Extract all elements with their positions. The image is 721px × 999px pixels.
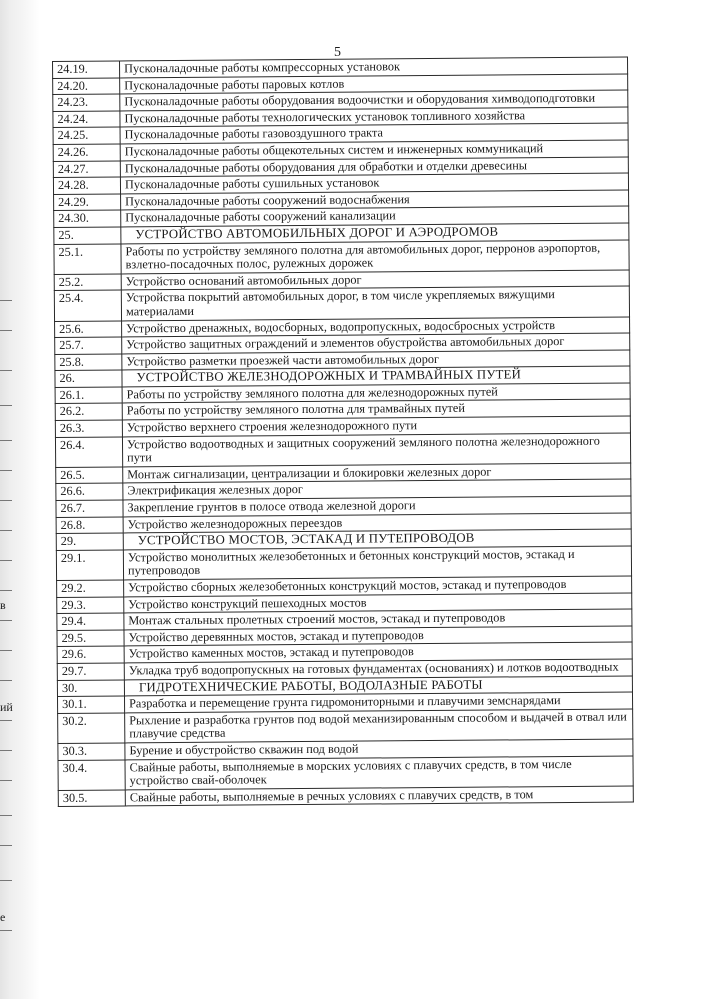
item-number: 30.2. <box>58 713 125 744</box>
item-number: 29.4. <box>57 613 124 630</box>
previous-page-rule <box>0 405 12 406</box>
item-number: 24.28. <box>53 177 120 194</box>
item-description: Пусконаладочные работы газовоздушного тракта <box>120 123 628 144</box>
item-number: 29.5. <box>57 630 124 647</box>
item-description: Устройство водоотводных и защитных сооружений земляного полотна железнодорожного пути <box>122 433 630 467</box>
previous-page-rule <box>0 440 12 441</box>
item-number: 30.3. <box>58 743 125 760</box>
previous-page-rule <box>0 500 12 501</box>
item-description: Устройство каменных мостов, эстакад и путепроводов <box>124 642 632 663</box>
previous-page-rule <box>0 880 12 881</box>
previous-page-text: в <box>0 598 6 612</box>
previous-page-rule <box>0 590 12 591</box>
previous-page-rule <box>0 300 12 301</box>
item-number: 26. <box>55 370 122 387</box>
previous-page-rule <box>0 930 12 931</box>
item-description: Электрификация железных дорог <box>123 479 631 500</box>
item-description: Устройство железнодорожных переездов <box>123 513 631 534</box>
item-description: Пусконаладочные работы сооружений канализации <box>121 206 629 227</box>
previous-page-rule <box>0 650 12 651</box>
previous-page-rule <box>0 470 12 471</box>
item-number: 26.7. <box>56 500 123 517</box>
item-number: 30.5. <box>58 790 125 807</box>
item-description: Укладка труб водопропускных на готовых фундаментах (основаниях) и лотков водоотводных <box>124 659 632 680</box>
previous-page-rule <box>0 370 12 371</box>
item-number: 26.1. <box>55 387 122 404</box>
item-description: Пусконаладочные работы общекотельных систем и инженерных коммуникаций <box>120 140 628 161</box>
item-number: 29.3. <box>57 597 124 614</box>
previous-page-rule <box>0 720 12 721</box>
item-description: Работы по устройству земляного полотна для железнодорожных путей <box>122 383 630 404</box>
item-number: 24.24. <box>53 111 120 128</box>
table-row <box>58 786 633 807</box>
item-description: Работы по устройству земляного полотна для автомобильных дорог, перронов аэропортов, взлетно-посадочных полос, рулежных дорожек <box>121 240 629 274</box>
previous-page-text: ий <box>0 700 13 714</box>
item-number: 30.4. <box>58 759 125 790</box>
item-description: Работы по устройству земляного полотна для трамвайных путей <box>122 399 630 420</box>
item-number: 25.8. <box>55 354 122 371</box>
item-number: 25.7. <box>55 337 122 354</box>
previous-page-rule <box>0 560 12 561</box>
previous-page-rule <box>0 330 12 331</box>
previous-page-rule <box>0 845 12 846</box>
item-description: Монтаж стальных пролетных строений мостов, эстакад и путепроводов <box>124 609 632 630</box>
item-description: Пусконаладочные работы оборудования для обработки и отделки древесины <box>120 157 628 178</box>
item-description: Устройство дренажных, водосборных, водопропускных, водосбросных устройств <box>122 316 630 337</box>
item-description: Пусконаладочные работы сооружений водоснабжения <box>121 190 629 211</box>
item-description: Пусконаладочные работы сушильных установок <box>120 173 628 194</box>
item-description: Свайные работы, выполняемые в речных условиях с плавучих средств, в том <box>125 786 633 807</box>
item-description: Устройство оснований автомобильных дорог <box>121 270 629 291</box>
item-description: Свайные работы, выполняемые в морских условиях с плавучих средств, в том числе устройство свай-оболочек <box>125 755 633 789</box>
item-description: Разработка и перемещение грунта гидромониторными и плавучими земснарядами <box>124 692 632 713</box>
previous-page-rule <box>0 815 12 816</box>
item-number: 29.2. <box>57 580 124 597</box>
works-table <box>52 56 634 807</box>
table-row <box>58 755 633 790</box>
item-description: Пусконаладочные работы технологических установок топливного хозяйства <box>120 107 628 128</box>
item-number: 26.3. <box>55 420 122 437</box>
item-number: 30.1. <box>57 696 124 713</box>
item-number: 26.6. <box>56 483 123 500</box>
item-number: 30. <box>57 680 124 697</box>
section-title: УСТРОЙСТВО МОСТОВ, ЭСТАКАД И ПУТЕПРОВОДОВ <box>123 529 631 550</box>
previous-page-rule <box>0 680 12 681</box>
item-description: Устройства покрытий автомобильных дорог, в том числе укрепляемых вяжущими материалами <box>121 286 629 320</box>
item-description: Устройство сборных железобетонных конструкций мостов, эстакад и путепроводов <box>124 576 632 597</box>
item-number: 25.4. <box>54 290 121 321</box>
item-description: Устройство деревянных мостов, эстакад и путепроводов <box>124 626 632 647</box>
item-number: 26.5. <box>56 467 123 484</box>
item-description: Пусконаладочные работы оборудования водоочистки и оборудования химводоподготовки <box>120 90 628 111</box>
item-description: Пусконаладочные работы компрессорных установок <box>120 57 628 78</box>
item-number: 25. <box>54 227 121 244</box>
item-description: Устройство монолитных железобетонных и бетонных конструкций мостов, эстакад и путепроводов <box>123 546 631 580</box>
previous-page-rule <box>0 780 12 781</box>
previous-page-rule <box>0 530 12 531</box>
previous-page-rule <box>0 750 12 751</box>
page-number: 5 <box>334 45 341 60</box>
previous-page-text: е <box>0 910 6 924</box>
item-description: Пусконаладочные работы паровых котлов <box>120 74 628 95</box>
item-number: 24.30. <box>54 210 121 227</box>
item-number: 29.6. <box>57 646 124 663</box>
item-number: 24.29. <box>54 194 121 211</box>
section-title: УСТРОЙСТВО ЖЕЛЕЗНОДОРОЖНЫХ И ТРАМВАЙНЫХ ПУТЕЙ <box>122 366 630 387</box>
section-title: УСТРОЙСТВО АВТОМОБИЛЬНЫХ ДОРОГ И АЭРОДРОМОВ <box>121 223 629 244</box>
item-number: 29.7. <box>57 663 124 680</box>
section-title: ГИДРОТЕХНИЧЕСКИЕ РАБОТЫ, ВОДОЛАЗНЫЕ РАБОТЫ <box>124 676 632 697</box>
item-number: 24.20. <box>53 78 120 95</box>
item-number: 24.26. <box>53 144 120 161</box>
item-number: 25.6. <box>55 320 122 337</box>
table-row <box>55 433 630 468</box>
item-description: Рыхление и разработка грунтов под водой механизированным способом и выдачей в отвал или плавучие средства <box>125 709 633 743</box>
item-number: 24.23. <box>53 94 120 111</box>
item-number: 25.2. <box>54 274 121 291</box>
item-description: Устройство разметки проезжей части автомобильных дорог <box>122 350 630 371</box>
item-description: Закрепление грунтов в полосе отвода железной дороги <box>123 496 631 517</box>
item-number: 29. <box>56 533 123 550</box>
item-description: Монтаж сигнализации, централизации и блокировки железных дорог <box>123 463 631 484</box>
item-description: Устройство верхнего строения железнодорожного пути <box>122 416 630 437</box>
item-number: 24.25. <box>53 127 120 144</box>
table-row <box>56 546 631 581</box>
item-number: 26.2. <box>55 403 122 420</box>
table-row <box>54 240 629 275</box>
item-number: 29.1. <box>56 550 123 581</box>
item-number: 25.1. <box>54 243 121 274</box>
previous-page-rule <box>0 620 12 621</box>
table-row <box>54 286 629 321</box>
table-row <box>58 709 633 744</box>
item-number: 24.19. <box>53 61 120 78</box>
item-description: Бурение и обустройство скважин под водой <box>125 739 633 760</box>
item-description: Устройство конструкций пешеходных мостов <box>124 593 632 614</box>
item-number: 26.8. <box>56 517 123 534</box>
item-description: Устройство защитных ограждений и элементов обустройства автомобильных дорог <box>122 333 630 354</box>
item-number: 24.27. <box>53 161 120 178</box>
item-number: 26.4. <box>55 437 122 468</box>
